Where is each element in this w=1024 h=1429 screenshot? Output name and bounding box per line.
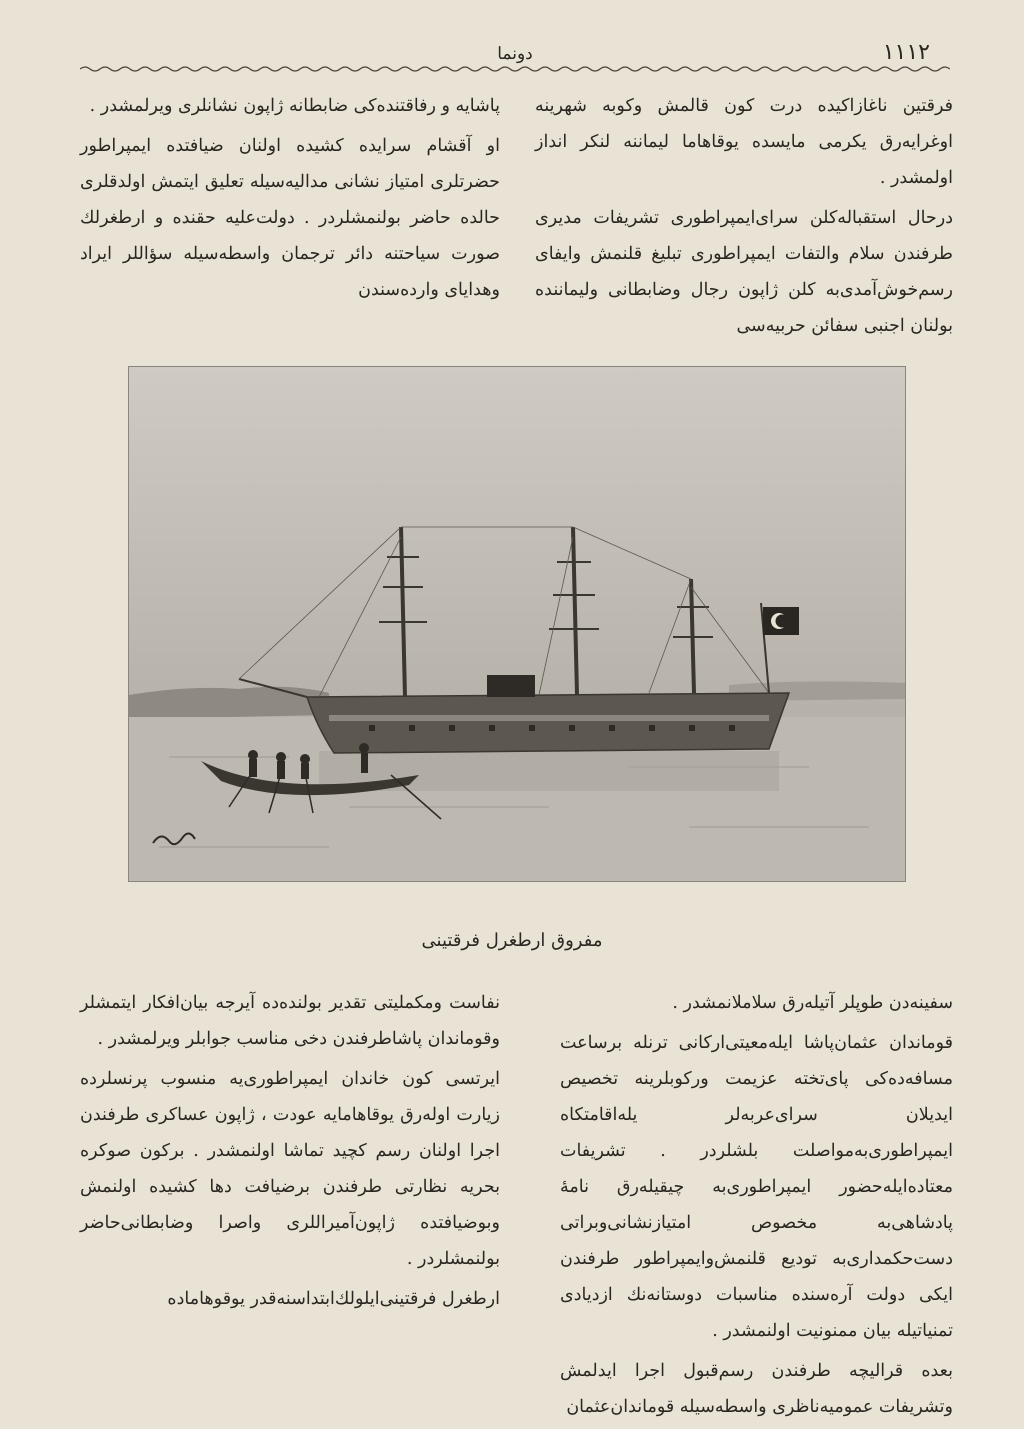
top-left-column — [80, 88, 500, 312]
header-rule — [80, 64, 950, 74]
paragraph: قوماندان عثمان‌پاشا ايله‌معيتی‌اركانی ترنله برساعت مسافه‌ده‌كی پای‌تخته عزيمت وركوبلرينه تخصيص ايديلان سرای‌عربه‌لر يله‌اقامتكاه ايمپراطوری‌به‌مواصلت بلشلردر . تشريفات معتاده‌ايله‌حضور ايمپراطوری‌به چيقيله‌رق نامهٔ پادشاهی‌به مخصوص امتيازنشانی‌وبراتی دست‌حكمداری‌به توديع قلنمش‌وايمپراطور طرفندن ايكی دولت آره‌سنده مناسبات دوستانه‌نك ازديادی تمنياتيله بيان ممنونيت اولنمشدر . — [560, 1033, 953, 1341]
ship-illustration — [128, 366, 906, 882]
ship-funnel — [487, 675, 535, 697]
paragraph: ارطغرل فرقتينی‌ايلولك‌ابتداسنه‌قدر يوقوهاماده — [167, 1289, 500, 1309]
top-right-column — [535, 88, 953, 348]
ship-hull — [307, 693, 789, 753]
paragraph: پاشايه و رفاقتنده‌كی ضابطانه ژاپون نشانلری ويرلمشدر . — [89, 96, 500, 116]
running-title: دونما — [497, 44, 533, 64]
shoreline — [129, 687, 329, 719]
ship-rigging — [239, 527, 769, 697]
paragraph: فرقتين ناغازاكيده درت كون قالمش وكوبه شهرينه اوغرايه‌رق يكرمی مايسده يوقاهاما ليماننه لنكر انداز اولمشدر . — [535, 96, 953, 188]
paragraph: ايرتسی كون خاندان ايمپراطوری‌يه منسوب پرنسلرده زيارت اوله‌رق يوقاهامايه عودت ، ژاپون عساكری طرفندن اجرا اولنان رسم كچيد تماشا اولنمشدر . بركون صوكره بحريه نظارتی طرفندن برضيافت دها كشيده اولنمش وبوضيافتده ژاپون‌آميراللری واصرا وضابطانی‌حاضر بولنمشلردر . — [80, 1069, 500, 1269]
hull-stripe — [329, 715, 769, 721]
page-number: ١١١٢ — [882, 40, 930, 65]
paragraph: بعده قراليچه طرفندن رسم‌قبول اجرا ايدلمش وتشريفات عموميه‌ناظری واسطه‌سيله قوماندان‌عثمان — [560, 1361, 953, 1417]
bottom-left-column — [80, 985, 500, 1321]
ship-drawing — [129, 367, 905, 881]
paragraph: نفاست ومكمليتی تقدير بولنده‌ده آيرجه بيان‌افكار ايتمشلر وقوماندان پاشاطرفندن دخی مناسب جوابلر ويرلمشدر . — [80, 993, 500, 1049]
ottoman-flag — [761, 603, 799, 693]
paragraph: او آقشام سرايده كشيده اولنان ضيافتده ايمپراطور حضرتلری امتياز نشانی مداليه‌سيله تعليق ايتمش اولدقلری حالده حاضر بولنمشلردر . دولت‌عليه حقنده و ارطغرلك صورت سياحتنه دائر ترجمان واسطه‌سيله سؤاللر ايراد وهدايای وارده‌سندن — [80, 136, 500, 300]
paragraph: درحال استقباله‌كلن سرای‌ايمپراطوری تشريفات مديری طرفندن سلام والتفات ايمپراطوری تبليغ قلنمش وايفای رسم‌خوش‌آمدی‌به كلن ژاپون رجال وضابطانی وليماننده بولنان اجنبی سفائن حربيه‌سی — [535, 208, 953, 336]
figure-caption: مفروق ارطغرل فرقتينی — [421, 930, 603, 951]
paragraph: سفينه‌دن طوپلر آتيله‌رق سلاملانمشدر . — [672, 993, 953, 1013]
bottom-right-column — [560, 985, 953, 1429]
